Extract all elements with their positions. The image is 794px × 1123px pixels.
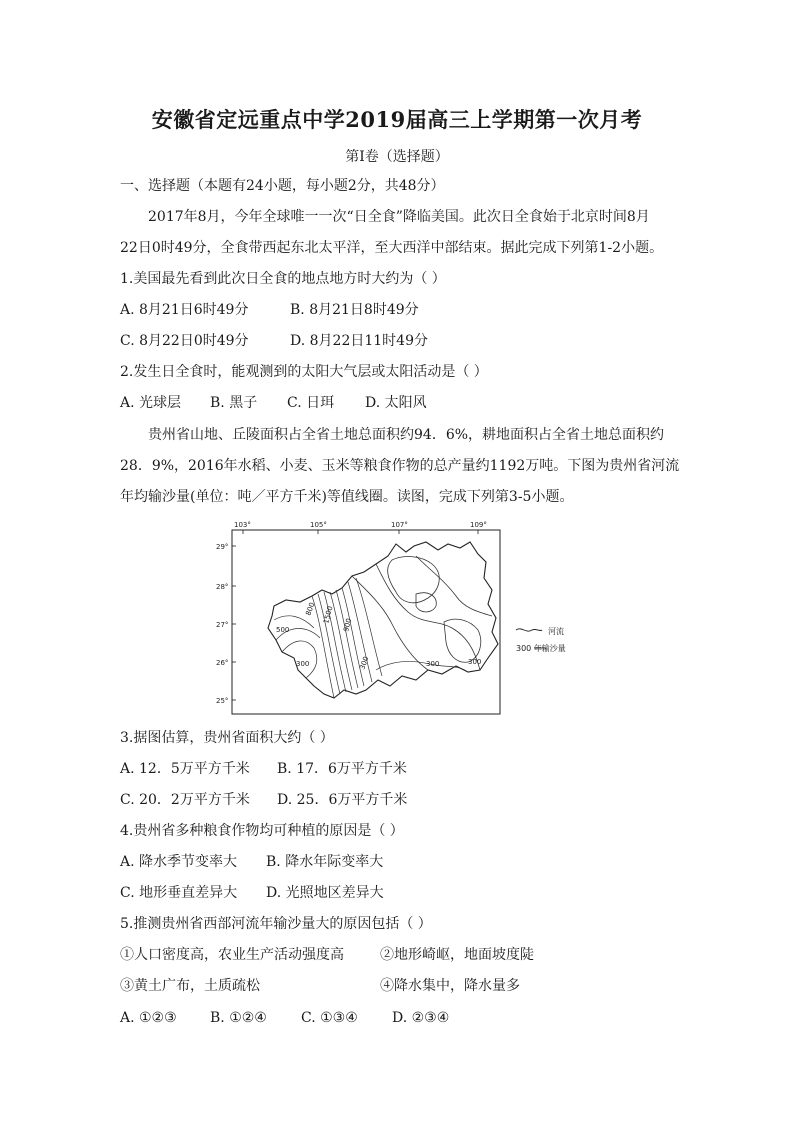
iso-label-1500: 1500 [322, 605, 335, 625]
question-2-option-a: A. 光球层 [120, 395, 182, 411]
iso-label-300-d: 300 [296, 660, 310, 668]
legend-isoline-label: 300 年输沙量 [516, 644, 566, 653]
iso-label-900: 900 [342, 617, 354, 633]
question-5-statement-2: ②地形崎岖，地面坡度陡 [380, 947, 534, 963]
passage1-line2: 22日0时49分，全食带西起东北太平洋，至大西洋中部结束。据此完成下列第1-2小题。 [120, 240, 664, 256]
passage2-line3: 年均输沙量(单位：吨／平方千米)等值线圈。读图，完成下列第3-5小题。 [120, 489, 574, 505]
page-subtitle: 第Ⅰ卷（选择题） [345, 149, 449, 165]
question-4-option-c: C. 地形垂直差异大 [120, 885, 238, 901]
question-1-option-a: A. 8月21日6时49分 [120, 302, 249, 318]
lat-tick-29: 29° [216, 543, 229, 551]
page-title: 安徽省定远重点中学2019届高三上学期第一次月考 [151, 107, 643, 132]
lat-tick-25: 25° [216, 697, 229, 705]
question-2-option-b: B. 黑子 [210, 395, 258, 411]
question-3-stem: 3.据图估算，贵州省面积大约（ ） [120, 730, 334, 746]
question-1-option-b: B. 8月21日8时49分 [290, 302, 419, 318]
map-frame [232, 530, 500, 714]
passage2-line1: 贵州省山地、丘陵面积占全省土地总面积约94．6%，耕地面积占全省土地总面积约 [148, 427, 665, 443]
question-5-option-b: B. ①②④ [210, 1010, 267, 1026]
lon-tick-107: 107° [391, 521, 408, 529]
question-5-stem: 5.推测贵州省西部河流年输沙量大的原因包括（ ） [120, 916, 432, 932]
question-2-option-c: C. 日珥 [287, 395, 335, 411]
iso-label-300-c: 300 [468, 658, 482, 666]
iso-label-800: 800 [304, 601, 317, 617]
question-4-option-a: A. 降水季节变率大 [120, 854, 238, 870]
question-5-option-a: A. ①②③ [120, 1010, 177, 1026]
question-3-option-d: D. 25．6万平方千米 [277, 792, 408, 808]
legend-river-symbol [516, 629, 542, 631]
question-2-stem: 2.发生日全食时，能观测到的太阳大气层或太阳活动是（ ） [120, 364, 488, 380]
passage1-line1: 2017年8月，今年全球唯一一次“日全食”降临美国。此次日全食始于北京时间8月 [148, 209, 650, 225]
iso-label-300-b: 300 [426, 660, 440, 668]
question-1-option-d: D. 8月22日11时49分 [290, 333, 428, 349]
iso-label-500: 500 [276, 626, 290, 634]
iso-label-300-a: 300 [358, 655, 371, 671]
passage2-line2: 28．9%，2016年水稻、小麦、玉米等粮食作物的总产量约1192万吨。下图为贵州省河流 [120, 458, 680, 474]
question-1-stem: 1.美国最先看到此次日全食的地点地方时大约为（ ） [120, 271, 446, 287]
question-2-option-d: D. 太阳风 [365, 395, 427, 411]
lat-tick-28: 28° [216, 583, 229, 591]
lat-tick-27: 27° [216, 621, 229, 629]
question-5-option-d: D. ②③④ [392, 1010, 450, 1026]
map-svg [216, 520, 580, 722]
question-3-option-a: A. 12．5万平方千米 [120, 761, 250, 777]
question-5-statement-1: ①人口密度高，农业生产活动强度高 [120, 947, 344, 963]
lon-tick-103: 103° [234, 521, 251, 529]
guizhou-sediment-map [216, 520, 580, 722]
question-4-option-b: B. 降水年际变率大 [266, 854, 384, 870]
question-3-option-b: B. 17．6万平方千米 [277, 761, 407, 777]
question-5-statement-3: ③黄土广布，土质疏松 [120, 978, 260, 994]
question-4-stem: 4.贵州省多种粮食作物均可种植的原因是（ ） [120, 823, 404, 839]
question-1-option-c: C. 8月22日0时49分 [120, 333, 249, 349]
question-3-option-c: C. 20．2万平方千米 [120, 792, 250, 808]
section-heading: 一、选择题（本题有24小题，每小题2分，共48分） [120, 178, 445, 194]
lat-tick-26: 26° [216, 659, 229, 667]
question-4-option-d: D. 光照地区差异大 [266, 885, 384, 901]
legend-river-label: 河流 [548, 627, 564, 636]
question-5-statement-4: ④降水集中，降水量多 [380, 978, 520, 994]
lon-tick-109: 109° [470, 521, 487, 529]
lon-tick-105: 105° [310, 521, 327, 529]
question-5-option-c: C. ①③④ [301, 1010, 358, 1026]
